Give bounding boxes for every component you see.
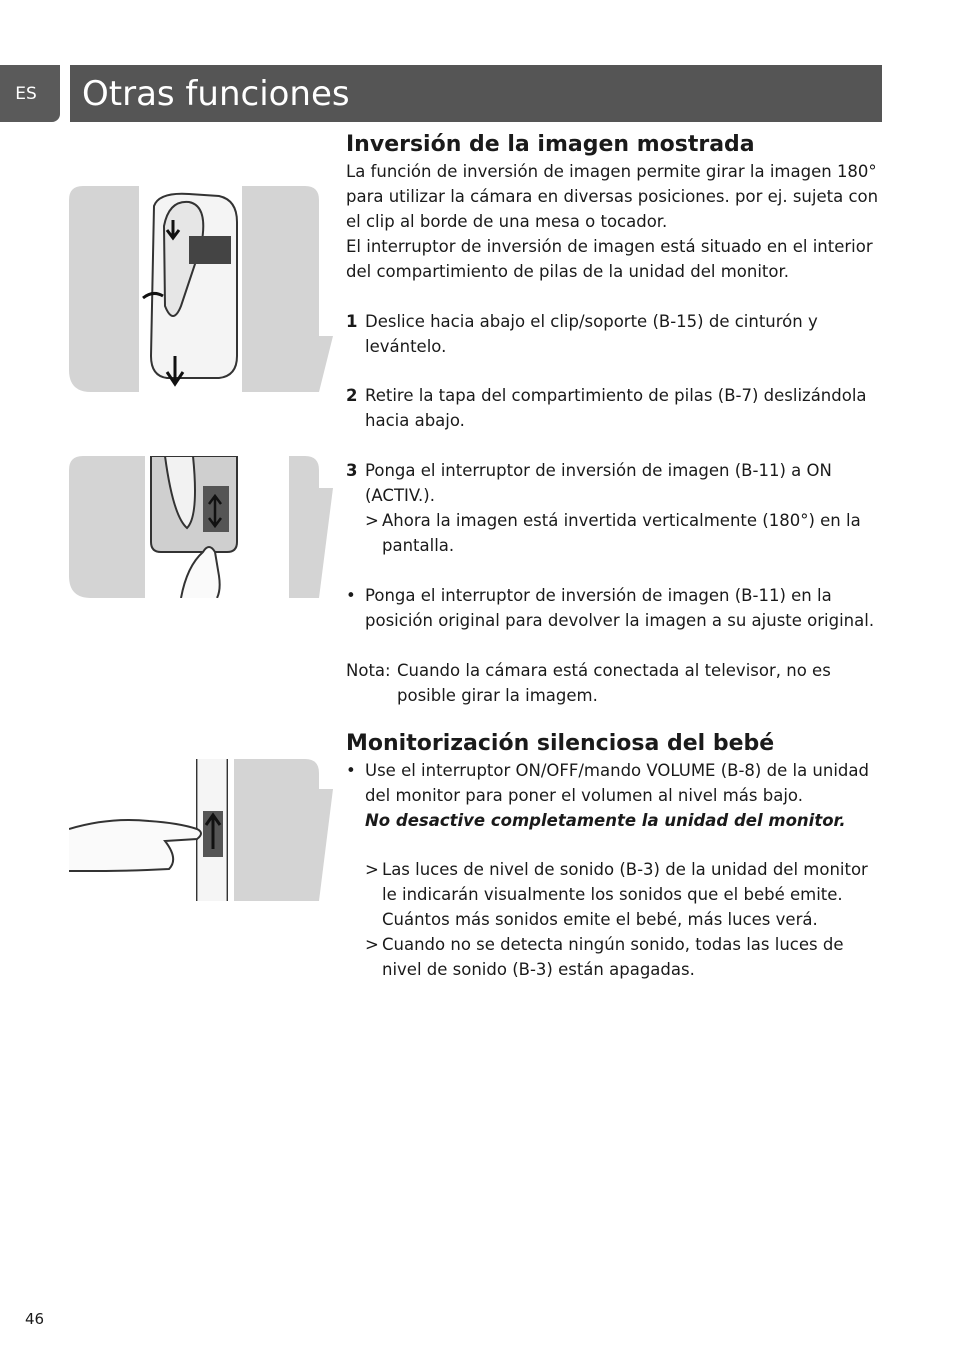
step-text: Retire la tapa del compartimiento de pilas (B-7) deslizándola hacia abajo. [365, 386, 867, 430]
intro-paragraph: El interruptor de inversión de imagen está situado en el interior del compartimiento de pilas de la unidad del monitor. [346, 237, 873, 281]
step-1 [346, 309, 886, 359]
intro-paragraph: La función de inversión de imagen permite girar la imagen 180° para utilizar la cámara en diversas posiciones. por ej. sujeta con el clip al borde de una mesa o tocador. [346, 162, 879, 231]
bullet-text: Ponga el interruptor de inversión de imagen (B-11) en la posición original para devolver la imagen a su ajuste original. [365, 586, 875, 630]
warning-text: No desactive completamente la unidad del monitor. [365, 811, 846, 830]
bullet-marker: • [346, 586, 356, 605]
bullet-text: Use el interruptor ON/OFF/mando VOLUME (B-8) de la unidad del monitor para poner el volumen al nivel más bajo. [365, 761, 869, 805]
section-heading: Monitorización silenciosa del bebé [346, 731, 775, 756]
step-number: 2 [346, 386, 358, 405]
result-line [346, 857, 886, 932]
bullet-marker: • [346, 761, 356, 780]
restore-bullet [346, 583, 886, 633]
result-text: Cuando no se detecta ningún sonido, todas las luces de nivel de sonido (B-3) están apagadas. [382, 935, 844, 979]
step-2 [346, 383, 886, 433]
step-number: 3 [346, 461, 358, 480]
step-text: Deslice hacia abajo el clip/soporte (B-15) de cinturón y levántelo. [365, 312, 818, 356]
step-text: Ponga el interruptor de inversión de imagen (B-11) a ON (ACTIV.). [365, 461, 832, 505]
section-heading: Inversión de la imagen mostrada [346, 132, 755, 157]
step-result [346, 508, 886, 558]
result-text: Las luces de nivel de sonido (B-3) de la unidad del monitor le indicarán visualmente los sonidos que el bebé emite. Cuántos más sonidos emite el bebé, más luces verá. [382, 860, 868, 929]
step-3 [346, 458, 886, 558]
note [346, 658, 886, 708]
page-title: Otras funciones [70, 65, 882, 122]
note-label: Nota: [346, 661, 391, 680]
illustration-remove-clip [69, 186, 335, 392]
result-marker: > [365, 935, 379, 954]
result-marker: > [365, 860, 379, 879]
section-image-inversion [346, 131, 886, 284]
silent-monitoring-results [346, 857, 886, 982]
step-number: 1 [346, 312, 358, 331]
result-text: Ahora la imagen está invertida verticalmente (180°) en la pantalla. [382, 511, 861, 555]
note-text: Cuando la cámara está conectada al televisor, no es posible girar la imagem. [397, 661, 831, 705]
page-number: 46 [25, 1310, 45, 1328]
result-line [346, 932, 886, 982]
illustration-flip-switch [69, 456, 335, 598]
section-silent-monitoring [346, 730, 886, 833]
result-marker: > [365, 511, 379, 530]
illustration-volume-control [69, 759, 335, 901]
language-tab: ES [0, 65, 60, 122]
battery-compartment [189, 236, 231, 264]
